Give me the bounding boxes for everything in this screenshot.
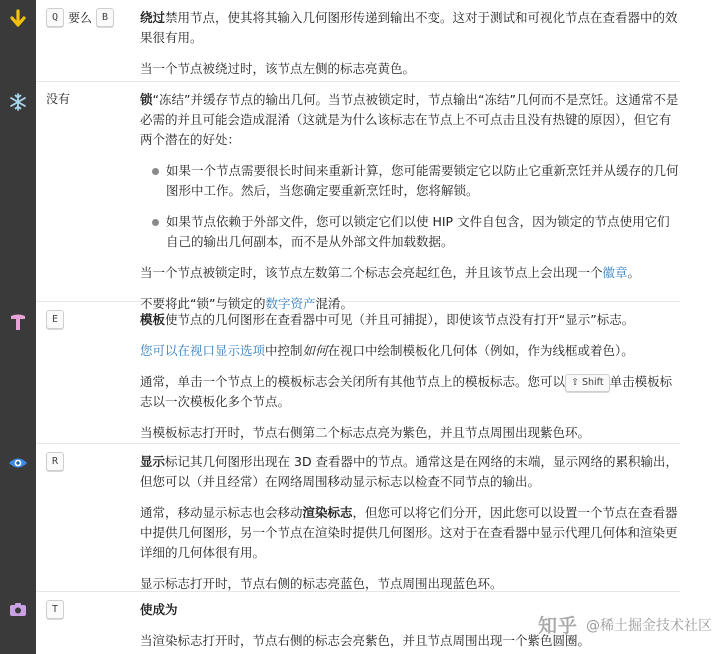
description-text: 当一个节点被锁定时，该节点左数第二个标志会亮起红色，并且该节点上会出现一个 (140, 265, 603, 280)
camera-icon (7, 598, 29, 620)
flag-description (140, 452, 680, 605)
flag-row-template (36, 302, 680, 444)
description-text: 在视口中绘制模板化几何体（例如，作为线框或着色）。 (327, 343, 634, 358)
digital-asset-link[interactable]: 数字资产 (265, 296, 316, 311)
watermark (538, 611, 712, 638)
flag-icon-column (0, 0, 36, 654)
shift-key: ⇧ Shift (565, 374, 610, 392)
viewport-display-options-link[interactable]: 您可以在视口显示选项 (140, 343, 266, 358)
flag-name: 使成为 (140, 602, 178, 617)
hotkey-e: E (46, 310, 64, 329)
bypass-arrow-icon (7, 8, 29, 30)
description-text: 。 (627, 265, 641, 280)
description-paragraph (140, 310, 680, 330)
description-paragraph (140, 8, 680, 48)
hotkey-b: B (96, 8, 114, 27)
hotkey-joiner: 要么 (68, 11, 93, 25)
zhihu-logo: 知乎 (537, 615, 578, 637)
hotkey-none-text: 没有 (46, 92, 71, 106)
hotkey-cell (46, 452, 64, 471)
description-paragraph (140, 452, 680, 492)
description-text: 使节点的几何图形在查看器中可见（并且可捕捉），即使该节点没有打开“显示”标志。 (165, 312, 635, 327)
hotkey-cell (46, 8, 114, 27)
flag-name: 模板 (140, 312, 166, 327)
description-paragraph: 当一个节点被绕过时，该节点左侧的标志亮黄色。 (140, 61, 416, 76)
description-text: 通常，单击一个节点上的模板标志会关闭所有其他节点上的模板标志。您可以 (140, 374, 566, 389)
description-text: “冻结”并缓存节点的输出几何。当节点被锁定时，节点输出“冻结”几何而不是烹饪。这通常不是必需的并且可能会造成混淆（这就是为什么该标志在节点上不可点击且没有热键的原因），但它有两个潜在的好处： (140, 92, 679, 147)
watermark-handle: @稀土掘金技术社区 (586, 617, 712, 634)
flag-description (140, 90, 680, 325)
render-flag-term: 渲染标志 (302, 505, 353, 520)
description-text: 标记其几何图形出现在 3D 查看器中的节点。通常这是在网络的末端，显示网络的累积输出，但您可以（并且经常）在网络周围移动显示标志以检查不同节点的输出。 (140, 454, 679, 489)
description-paragraph: 当渲染标志打开时，节点右侧的标志会亮紫色，并且节点周围出现一个紫色圆圈。 (140, 633, 591, 648)
description-paragraph: 显示标志打开时，节点右侧的标志亮蓝色，节点周围出现蓝色环。 (140, 576, 503, 591)
snowflake-icon (7, 91, 29, 113)
description-paragraph (140, 341, 680, 361)
flag-name: 显示 (140, 454, 166, 469)
hotkey-cell (46, 600, 64, 619)
hotkey-r: R (46, 452, 64, 471)
description-text: 禁用节点，使其将其输入几何图形传递到输出不变。这对于测试和可视化节点在查看器中的效果很有用。 (140, 10, 678, 45)
hotkey-t: T (46, 600, 64, 619)
emphasis-text: 如何 (302, 343, 328, 358)
hotkey-cell (46, 310, 64, 329)
description-text: 通常，移动显示标志也会移动 (140, 505, 303, 520)
description-text: 单击模板标志以一次模板化多个节点。 (140, 374, 673, 409)
hotkey-q: Q (46, 8, 64, 27)
description-paragraph (140, 90, 680, 150)
flag-row-bypass (36, 0, 680, 82)
flag-name: 绕过 (140, 10, 166, 25)
description-text: 不要将此“锁”与锁定的 (140, 296, 266, 311)
description-text: ，但您可以将它们分开，因此您可以设置一个节点在查看器中提供几何图形，另一个节点在渲染时提供几何图形。这对于在查看器中显示代理几何体和渲染更详细的几何体很有用。 (140, 505, 678, 560)
badge-link[interactable]: 徽章 (602, 265, 628, 280)
description-paragraph (140, 372, 680, 412)
eye-icon (7, 452, 29, 474)
description-paragraph (140, 503, 680, 563)
flag-row-lock (36, 82, 680, 311)
flag-name: 锁 (140, 92, 153, 107)
flag-description (140, 8, 680, 90)
flag-description (140, 310, 680, 454)
description-text: 混淆。 (315, 296, 353, 311)
bullet-item: 如果一个节点需要很长时间来重新计算，您可能需要锁定它以防止它重新烹饪并从缓存的几何图形中工作。然后，当您确定要重新烹饪时，您将解锁。 (140, 161, 680, 201)
hotkey-cell (46, 90, 70, 107)
description-paragraph: 当模板标志打开时，节点右侧第二个标志点亮为紫色，并且节点周围出现紫色环。 (140, 425, 591, 440)
description-text: 中控制 (265, 343, 303, 358)
template-icon (7, 311, 29, 333)
bullet-item: 如果节点依赖于外部文件，您可以锁定它们以使 HIP 文件自包含，因为锁定的节点使用它们自己的输出几何副本，而不是从外部文件加载数据。 (140, 212, 680, 252)
description-paragraph (140, 263, 680, 283)
flag-row-display (36, 444, 680, 592)
